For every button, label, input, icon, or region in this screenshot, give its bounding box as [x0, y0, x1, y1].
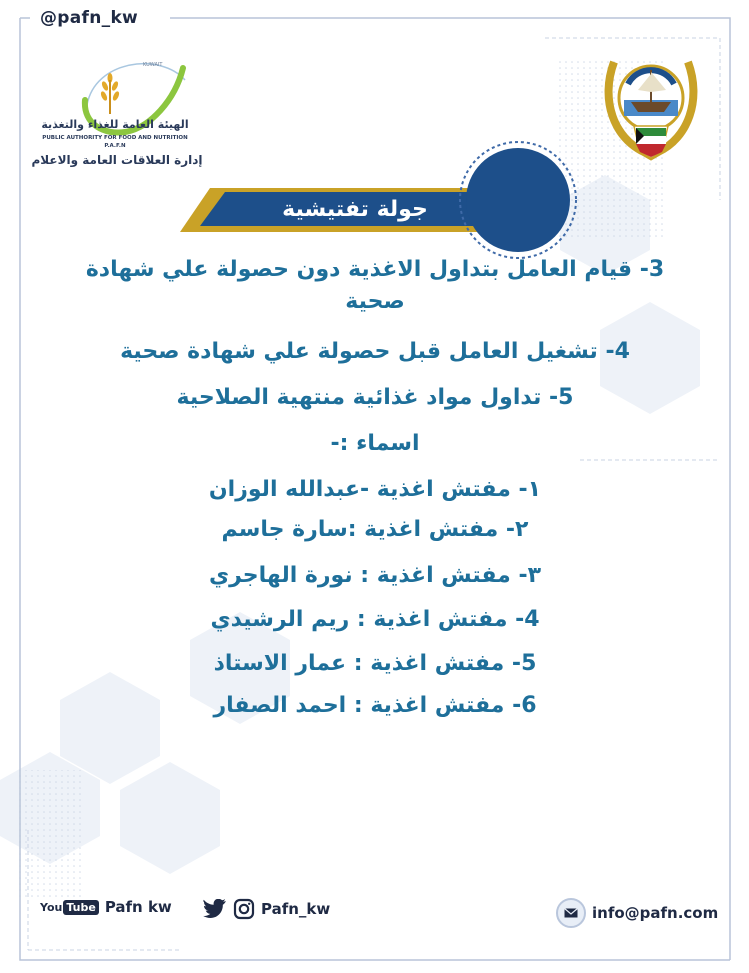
banner-title: جولة تفتيشية	[282, 196, 428, 222]
youtube-link[interactable]	[40, 898, 172, 916]
social-handle: Pafn_kw	[261, 900, 331, 918]
mail-icon	[556, 898, 586, 928]
org-abbr: P.A.F.N	[104, 143, 126, 149]
name-item: ٢- مفتش اغذية :سارة جاسم	[221, 517, 529, 542]
name-item: 6- مفتش اغذية : احمد الصفار	[213, 693, 537, 718]
name-item: 5- مفتش اغذية : عمار الاستاذ	[213, 651, 537, 676]
item-5: 5- تداول مواد غذائية منتهية الصلاحية	[176, 385, 574, 410]
youtube-handle: Pafn kw	[104, 898, 172, 916]
youtube-icon: You Tube	[40, 900, 99, 915]
name-item: 4- مفتش اغذية : ريم الرشيدي	[210, 607, 540, 632]
name-item: ٣- مفتش اغذية : نورة الهاجري	[208, 563, 542, 588]
twitter-icon	[203, 899, 227, 919]
email-address: info@pafn.com	[592, 904, 719, 922]
department-name: إدارة العلاقات العامة والاعلام	[31, 153, 203, 167]
logo-arc-text: KUWAIT	[143, 62, 163, 68]
social-link[interactable]	[203, 898, 330, 920]
header-handle: @pafn_kw	[34, 8, 144, 28]
name-item: ١- مفتش اغذية -عبدالله الوزان	[208, 477, 542, 502]
instagram-icon	[233, 898, 255, 920]
item-4: 4- تشغيل العامل قبل حصولة علي شهادة صحية	[120, 339, 630, 364]
item-3-line-1: 3- قيام العامل بتداول الاغذية دون حصولة علي شهادة	[85, 257, 665, 282]
org-name-ar: الهيئة العامة للغذاء والتغذية	[41, 118, 189, 131]
item-3-line-2: صحية	[345, 289, 405, 314]
email-link[interactable]	[556, 898, 718, 928]
org-name-en: PUBLIC AUTHORITY FOR FOOD AND NUTRITION	[42, 135, 188, 141]
names-heading: اسماء :-	[330, 431, 420, 456]
